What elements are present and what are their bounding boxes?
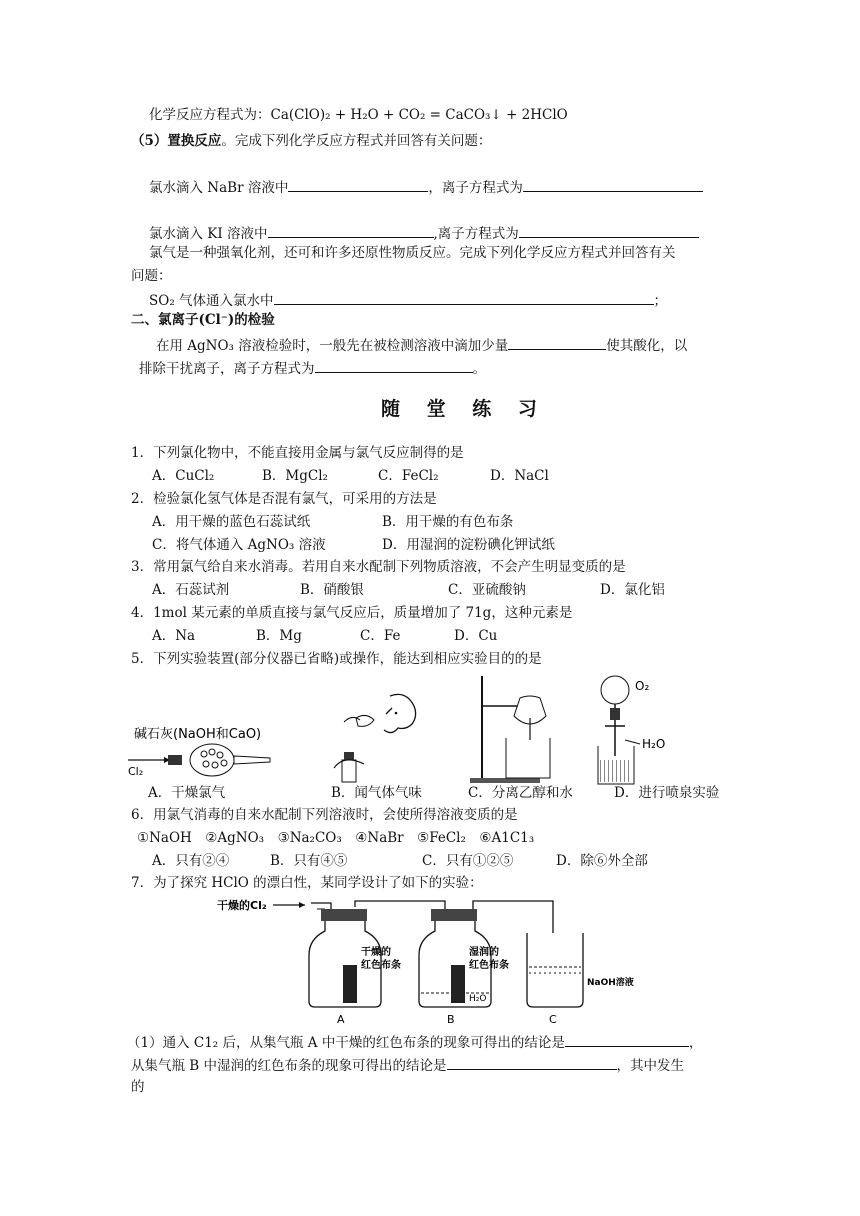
fountain-figure bbox=[598, 676, 665, 784]
q7-part2-blank[interactable] bbox=[447, 1057, 617, 1070]
q1-stem: 1．下列氯化物中，不能直接用金属与氯气反应制得的是 bbox=[131, 445, 464, 461]
q2-stem: 2．检验氯化氢气体是否混有氯气，可采用的方法是 bbox=[131, 491, 437, 507]
wet-cloth-label-2: 红色布条 bbox=[469, 960, 509, 971]
q3-stem: 3．常用氯气给自来水消毒。若用自来水配制下列物质溶液，不会产生明显变质的是 bbox=[131, 559, 626, 575]
section-5-heading: （5）置换反应 bbox=[131, 133, 222, 149]
q5-stem: 5．下列实验装置(部分仪器已省略)或操作，能达到相应实验目的的是 bbox=[131, 651, 542, 667]
q4-option-a[interactable]: A．Na bbox=[152, 628, 196, 644]
chloride-ionic-blank[interactable] bbox=[315, 360, 473, 373]
oxidizer-paragraph-line2: 问题： bbox=[131, 268, 172, 284]
oxidizer-paragraph-line1: 氯气是一种强氧化剂，还可和许多还原性物质反应。完成下列化学反应方程式并回答有关 bbox=[149, 245, 676, 261]
soda-lime-label: 碱石灰(NaOH和CaO) bbox=[134, 727, 262, 742]
q2-option-c[interactable]: C．将气体通入 AgNO₃ 溶液 bbox=[152, 537, 326, 553]
chloride-test-text: 在用 AgNO₃ 溶液检验时，一般先在被检测溶液中滴加少量 bbox=[156, 338, 509, 354]
q5-option-d[interactable]: D．进行喷泉实验 bbox=[614, 785, 720, 801]
q7-part1-line bbox=[127, 1034, 702, 1051]
q5-apparatus-figures bbox=[120, 668, 740, 786]
q7-part2-line bbox=[131, 1057, 684, 1074]
q4-stem: 4．1mol 某元素的单质直接与氯气反应后，质量增加了 71g，这种元素是 bbox=[131, 605, 573, 621]
so2-equation-blank[interactable] bbox=[274, 292, 654, 305]
q7-part2-end: ，其中发生 bbox=[616, 1058, 685, 1074]
q7-part1-end: ， bbox=[688, 1035, 703, 1051]
ki-text: 氯水滴入 KI 溶液中 bbox=[149, 226, 268, 242]
q6-option-b[interactable]: B．只有④⑤ bbox=[270, 853, 348, 869]
q6-stem: 6．用氯气消毒的自来水配制下列溶液时，会使所得溶液变质的是 bbox=[131, 807, 518, 823]
so2-end: ； bbox=[653, 293, 668, 309]
chloride-test-line2 bbox=[139, 360, 486, 377]
q3-option-c[interactable]: C．亚硫酸钠 bbox=[448, 582, 526, 598]
wet-cloth-label-1: 湿润的 bbox=[469, 947, 499, 958]
q6-option-c[interactable]: C．只有①②⑤ bbox=[422, 853, 514, 869]
nabr-equation-blank[interactable] bbox=[288, 179, 428, 192]
q3-option-b[interactable]: B．硝酸银 bbox=[300, 582, 364, 598]
dry-cl2-label: 干燥的Cl₂ bbox=[217, 899, 267, 912]
h2o-b-label: H₂O bbox=[469, 994, 487, 1004]
q1-option-a[interactable]: A．CuCl₂ bbox=[152, 468, 215, 484]
q7-part3-line: 的 bbox=[131, 1079, 145, 1095]
so2-question bbox=[149, 292, 667, 309]
practice-title: 随 堂 练 习 bbox=[381, 398, 547, 420]
ki-ionic-text: ,离子方程式为 bbox=[433, 226, 519, 242]
o2-label: O₂ bbox=[635, 679, 650, 693]
nabr-ionic-text: ，离子方程式为 bbox=[428, 180, 523, 196]
q5-option-b[interactable]: B．闻气体气味 bbox=[331, 785, 422, 801]
q7-part1-text: （1）通入 C1₂ 后，从集气瓶 A 中干燥的红色布条的现象可得出的结论是 bbox=[127, 1035, 565, 1051]
q3-option-d[interactable]: D．氯化铝 bbox=[600, 582, 665, 598]
q3-option-a[interactable]: A．石蕊试剂 bbox=[152, 582, 230, 598]
chloride-test-line1 bbox=[156, 337, 687, 354]
nabr-text: 氯水滴入 NaBr 溶液中 bbox=[149, 180, 289, 196]
section-5-line bbox=[131, 135, 491, 149]
equation-line: 化学反应方程式为：Ca(ClO)₂ + H₂O + CO₂ = CaCO₃↓ + 2HClO bbox=[149, 107, 568, 123]
q6-option-a[interactable]: A．只有②④ bbox=[152, 853, 230, 869]
q7-apparatus-figure bbox=[215, 893, 634, 1026]
q7-part1-blank[interactable] bbox=[565, 1034, 689, 1047]
beaker-c-label: C bbox=[549, 1013, 557, 1026]
q2-options-row1 bbox=[152, 516, 513, 530]
nabr-question bbox=[149, 179, 703, 196]
separatory-funnel-figure bbox=[470, 676, 550, 783]
bottle-a bbox=[309, 909, 401, 1026]
q1-option-b[interactable]: B．MgCl₂ bbox=[262, 468, 328, 484]
ki-ionic-blank[interactable] bbox=[519, 225, 699, 238]
bottle-a-label: A bbox=[337, 1013, 345, 1026]
chloride-end: 。 bbox=[472, 361, 486, 377]
nabr-ionic-blank[interactable] bbox=[523, 179, 703, 192]
dry-cloth-label-1: 干燥的 bbox=[361, 947, 391, 958]
cl2-label: Cl₂ bbox=[128, 765, 144, 778]
ki-question bbox=[149, 225, 699, 242]
q1-option-c[interactable]: C．FeCl₂ bbox=[378, 468, 439, 484]
bottle-b bbox=[419, 909, 509, 1026]
q6-options bbox=[152, 855, 648, 869]
bottle-b-label: B bbox=[447, 1013, 455, 1026]
q1-options bbox=[152, 470, 549, 484]
q2-option-a[interactable]: A．用干燥的蓝色石蕊试纸 bbox=[152, 514, 311, 530]
q2-option-d[interactable]: D．用湿润的淀粉碘化钾试纸 bbox=[382, 537, 555, 553]
chloride-ionic-text: 排除干扰离子，离子方程式为 bbox=[139, 361, 315, 377]
q6-option-d[interactable]: D．除⑥外全部 bbox=[556, 853, 648, 869]
q4-options bbox=[152, 630, 497, 644]
q7-part2-text: 从集气瓶 B 中湿润的红色布条的现象可得出的结论是 bbox=[131, 1058, 447, 1074]
q7-stem: 7．为了探究 HClO 的漂白性，某同学设计了如下的实验： bbox=[131, 875, 483, 891]
q1-option-d[interactable]: D．NaCl bbox=[490, 468, 549, 484]
naoh-label: NaOH溶液 bbox=[587, 978, 634, 988]
q5-options bbox=[148, 787, 719, 801]
acid-blank[interactable] bbox=[508, 337, 606, 350]
drying-tube-figure bbox=[128, 727, 270, 778]
q4-option-d[interactable]: D．Cu bbox=[454, 628, 498, 644]
q5-option-a[interactable]: A．干燥氯气 bbox=[148, 785, 226, 801]
q4-option-c[interactable]: C．Fe bbox=[360, 628, 401, 644]
chloride-test-text2: 使其酸化，以 bbox=[606, 338, 688, 354]
smelling-figure bbox=[334, 694, 416, 782]
q6-list: ①NaOH ②AgNO₃ ③Na₂CO₃ ④NaBr ⑤FeCl₂ ⑥A1C1₃ bbox=[137, 830, 535, 846]
q5-option-c[interactable]: C．分离乙醇和水 bbox=[468, 785, 573, 801]
q3-options bbox=[152, 584, 665, 598]
so2-text: SO₂ 气体通入氯水中 bbox=[149, 293, 274, 309]
q4-option-b[interactable]: B．Mg bbox=[256, 628, 302, 644]
beaker-c bbox=[527, 933, 634, 1026]
section-5-text: 。完成下列化学反应方程式并回答有关问题： bbox=[221, 133, 492, 149]
section-2-heading: 二、氯离子(Cl⁻)的检验 bbox=[131, 312, 275, 328]
ki-equation-blank[interactable] bbox=[268, 225, 434, 238]
h2o-label: H₂O bbox=[642, 737, 666, 751]
dry-cloth-label-2: 红色布条 bbox=[361, 960, 401, 971]
q2-options-row2 bbox=[152, 539, 555, 553]
q2-option-b[interactable]: B．用干燥的有色布条 bbox=[382, 514, 514, 530]
